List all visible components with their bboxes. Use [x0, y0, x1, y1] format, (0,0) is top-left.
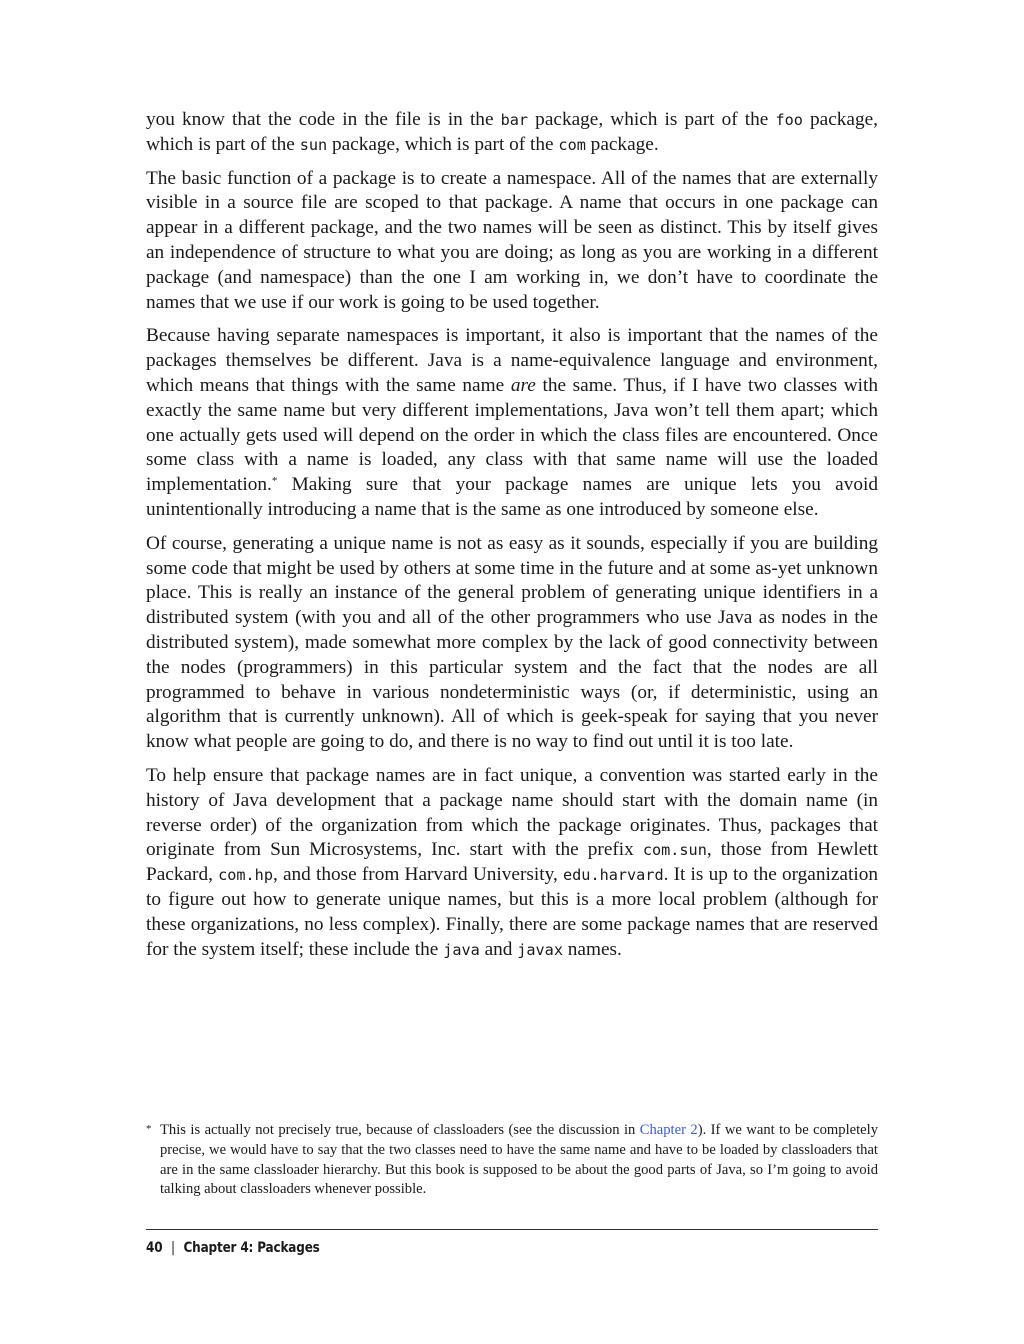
footnote-reference[interactable]: * — [271, 475, 278, 488]
p1-text-4: package, which is part of the — [327, 133, 559, 155]
paragraph-5 — [146, 764, 878, 962]
code-bar: bar — [500, 111, 529, 129]
code-com: com — [558, 135, 586, 154]
running-chapter-title: Chapter 4: Packages — [183, 1240, 320, 1256]
p1-text-1: you know that the code in the file is in the — [146, 109, 501, 130]
p5-text-4: . It is up to the organization to figure out how to generate unique names, but this is a more local problem (although for these organizations, no less complex). Finally, there are some package names that are reserved for the system itself; these include the — [146, 864, 878, 960]
paragraph-4: Of course, generating a unique name is not as easy as it sounds, especially if you are building some code that might be used by others at some time in the future and at some as-yet unknown place. This is really an instance of the general problem of generating unique identifiers in a distributed system (with you and all of the other programmers who use Java as nodes in the distributed system), made somewhat more complex by the lack of good connectivity between the nodes (programmers) in this particular system and the fact that the nodes are all programmed to behave in various nondeterministic ways (or, if deterministic, using an algorithm that is currently unknown). All of which is geek-speak for saying that you never know what people are going to do, and there is no way to find out until it is too late. — [146, 532, 878, 753]
p3-text-1: Because having separate namespaces is important, it also is important that the names of the packages themselves be different. Java is a name-equivalence language and environment, which means that things with the same name — [146, 325, 878, 396]
code-edu-harvard: edu.harvard — [563, 866, 664, 885]
paragraph-3 — [146, 324, 878, 522]
footnote-text — [160, 1121, 878, 1200]
paragraph-1 — [146, 108, 878, 158]
page-number: 40 — [146, 1240, 163, 1256]
footnote — [146, 1121, 878, 1200]
page-body — [146, 108, 878, 971]
code-javax: javax — [517, 940, 563, 959]
code-com-sun: com.sun — [642, 841, 707, 860]
code-sun: sun — [299, 135, 328, 154]
p3-text-2: the same. Thus, if I have two classes with exactly the same name but very different implementations, Java won’t tell them apart; which one actually gets used will depend on the order in which the class files are encountered. Once some class with a name is loaded, any class with that same name will use the loaded implementation. — [146, 374, 878, 496]
p5-text-2: , those from Hewlett Packard, — [146, 839, 878, 886]
page-footer — [146, 1240, 320, 1256]
footnote-text-2: ). If we want to be completely precise, we would have to say that the two classes need to have the same name and have to be loaded by classloaders that are in the same classloader hierarchy. But this book is supposed to be about the good parts of Java, so I’m going to avoid talking about classloaders whenever possible. — [160, 1122, 878, 1198]
code-com-hp: com.hp — [218, 866, 273, 885]
paragraph-2: The basic function of a package is to create a namespace. All of the names that are externally visible in a source file are scoped to that package. A name that occurs in one package can appear in a different package, and the two names will be seen as distinct. This by itself gives an independence of structure to what you are doing; as long as you are working in a different package (and namespace) than the one I am working in, we don’t have to coordinate the names that we use if our work is going to be used together. — [146, 167, 878, 313]
p5-text-1: To help ensure that package names are in fact unique, a convention was started early in the history of Java development that a package name should start with the domain name (in reverse order) of the organization from which the package originates. Thus, packages that originate from Sun Microsystems, Inc. start with the prefix — [146, 764, 878, 861]
p3-text-3: Making sure that your package names are unique lets you avoid unintentionally introducing a name that is the same as one introduced by someone else. — [146, 474, 878, 520]
p1-text-2: package, which is part of the — [528, 109, 776, 130]
p3-emphasis-are: are — [510, 374, 536, 396]
p1-text-3: package, which is part of the — [146, 109, 879, 155]
footnote-text-1: This is actually not precisely true, because of classloaders (see the discussion in — [160, 1122, 640, 1138]
footer-separator: | — [171, 1240, 175, 1256]
code-foo: foo — [775, 111, 803, 129]
code-java: java — [443, 940, 480, 959]
footer-divider — [146, 1229, 878, 1230]
footnote-marker: * — [146, 1123, 152, 1135]
p5-text-6: names. — [562, 938, 622, 960]
chapter-2-link[interactable]: Chapter 2 — [639, 1122, 698, 1138]
p5-text-5: and — [479, 938, 518, 960]
p1-text-5: package. — [585, 133, 659, 155]
p5-text-3: , and those from Harvard University, — [272, 864, 564, 886]
